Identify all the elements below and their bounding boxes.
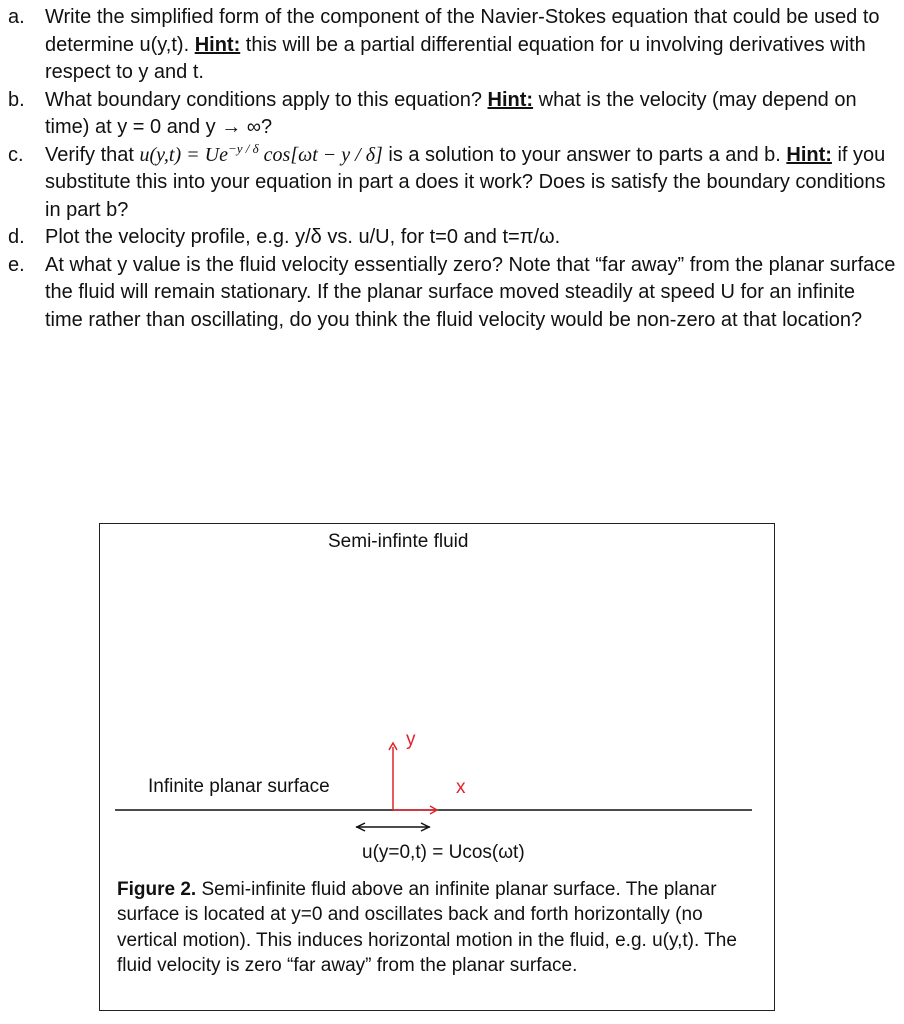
equation-main: u(y,t) = Ue: [139, 143, 228, 166]
x-axis-label: x: [456, 777, 466, 798]
figure-caption: [117, 877, 762, 978]
caption-text: Semi-infinite fluid above an infinite planar surface. The planar surface is located at y=0 and oscillates back and forth horizontally (no vertical motion). This induces horizontal motion in the fluid, e.g. u(y,t). The fluid velocity is zero “far away” from the planar surface.: [117, 879, 737, 976]
question-text: is a solution to your answer to parts a and b.: [382, 143, 787, 166]
question-text: What boundary conditions apply to this equation?: [45, 88, 488, 111]
y-axis-label: y: [406, 729, 416, 750]
question-text: this will be a partial differential equation for u involving derivatives with respect to y and t.: [45, 33, 866, 83]
boundary-condition-label: u(y=0,t) = Ucos(ωt): [362, 842, 525, 863]
question-text: if you substitute this into your equation in part a does it work? Does is satisfy the boundary conditions in part b?: [45, 143, 886, 221]
equation-exponent: −y / δ: [227, 140, 259, 156]
question-list: [0, 4, 904, 334]
hint-label: Hint:: [487, 88, 534, 111]
question-text: Write the simplified form of the component of the Navier-Stokes equation that could be used to determine u(y,t).: [45, 6, 880, 56]
question-item: [0, 252, 904, 335]
question-text: Verify that: [45, 143, 140, 166]
question-item: [0, 87, 904, 142]
question-letter: a.: [8, 6, 25, 28]
question-item: [0, 142, 904, 225]
question-text: Plot the velocity profile, e.g. y/δ vs. u/U, for t=0 and t=π/ω.: [45, 226, 561, 248]
question-letter: b.: [8, 88, 25, 111]
hint-label: Hint:: [194, 33, 241, 56]
hint-label: Hint:: [786, 143, 832, 166]
question-text: what is the velocity (may depend on time) at y = 0 and y → ∞?: [45, 88, 857, 138]
solution-equation: [139, 140, 383, 166]
question-letter: c.: [8, 143, 24, 166]
question-letter: e.: [8, 253, 25, 276]
question-item: [0, 224, 904, 252]
question-text: At what y value is the fluid velocity essentially zero? Note that “far away” from the planar surface the fluid will remain stationary. If the planar surface moved steadily at speed U for an infinite time rather than oscillating, do you think the fluid velocity would be non-zero at that location?: [45, 253, 896, 331]
question-letter: d.: [8, 226, 25, 248]
equation-cosine-term: cos[ωt − y / δ]: [258, 143, 383, 166]
surface-label: Infinite planar surface: [148, 776, 330, 797]
caption-title: Figure 2.: [117, 879, 197, 900]
fluid-label: Semi-infinte fluid: [328, 531, 469, 552]
question-item: [0, 4, 904, 87]
